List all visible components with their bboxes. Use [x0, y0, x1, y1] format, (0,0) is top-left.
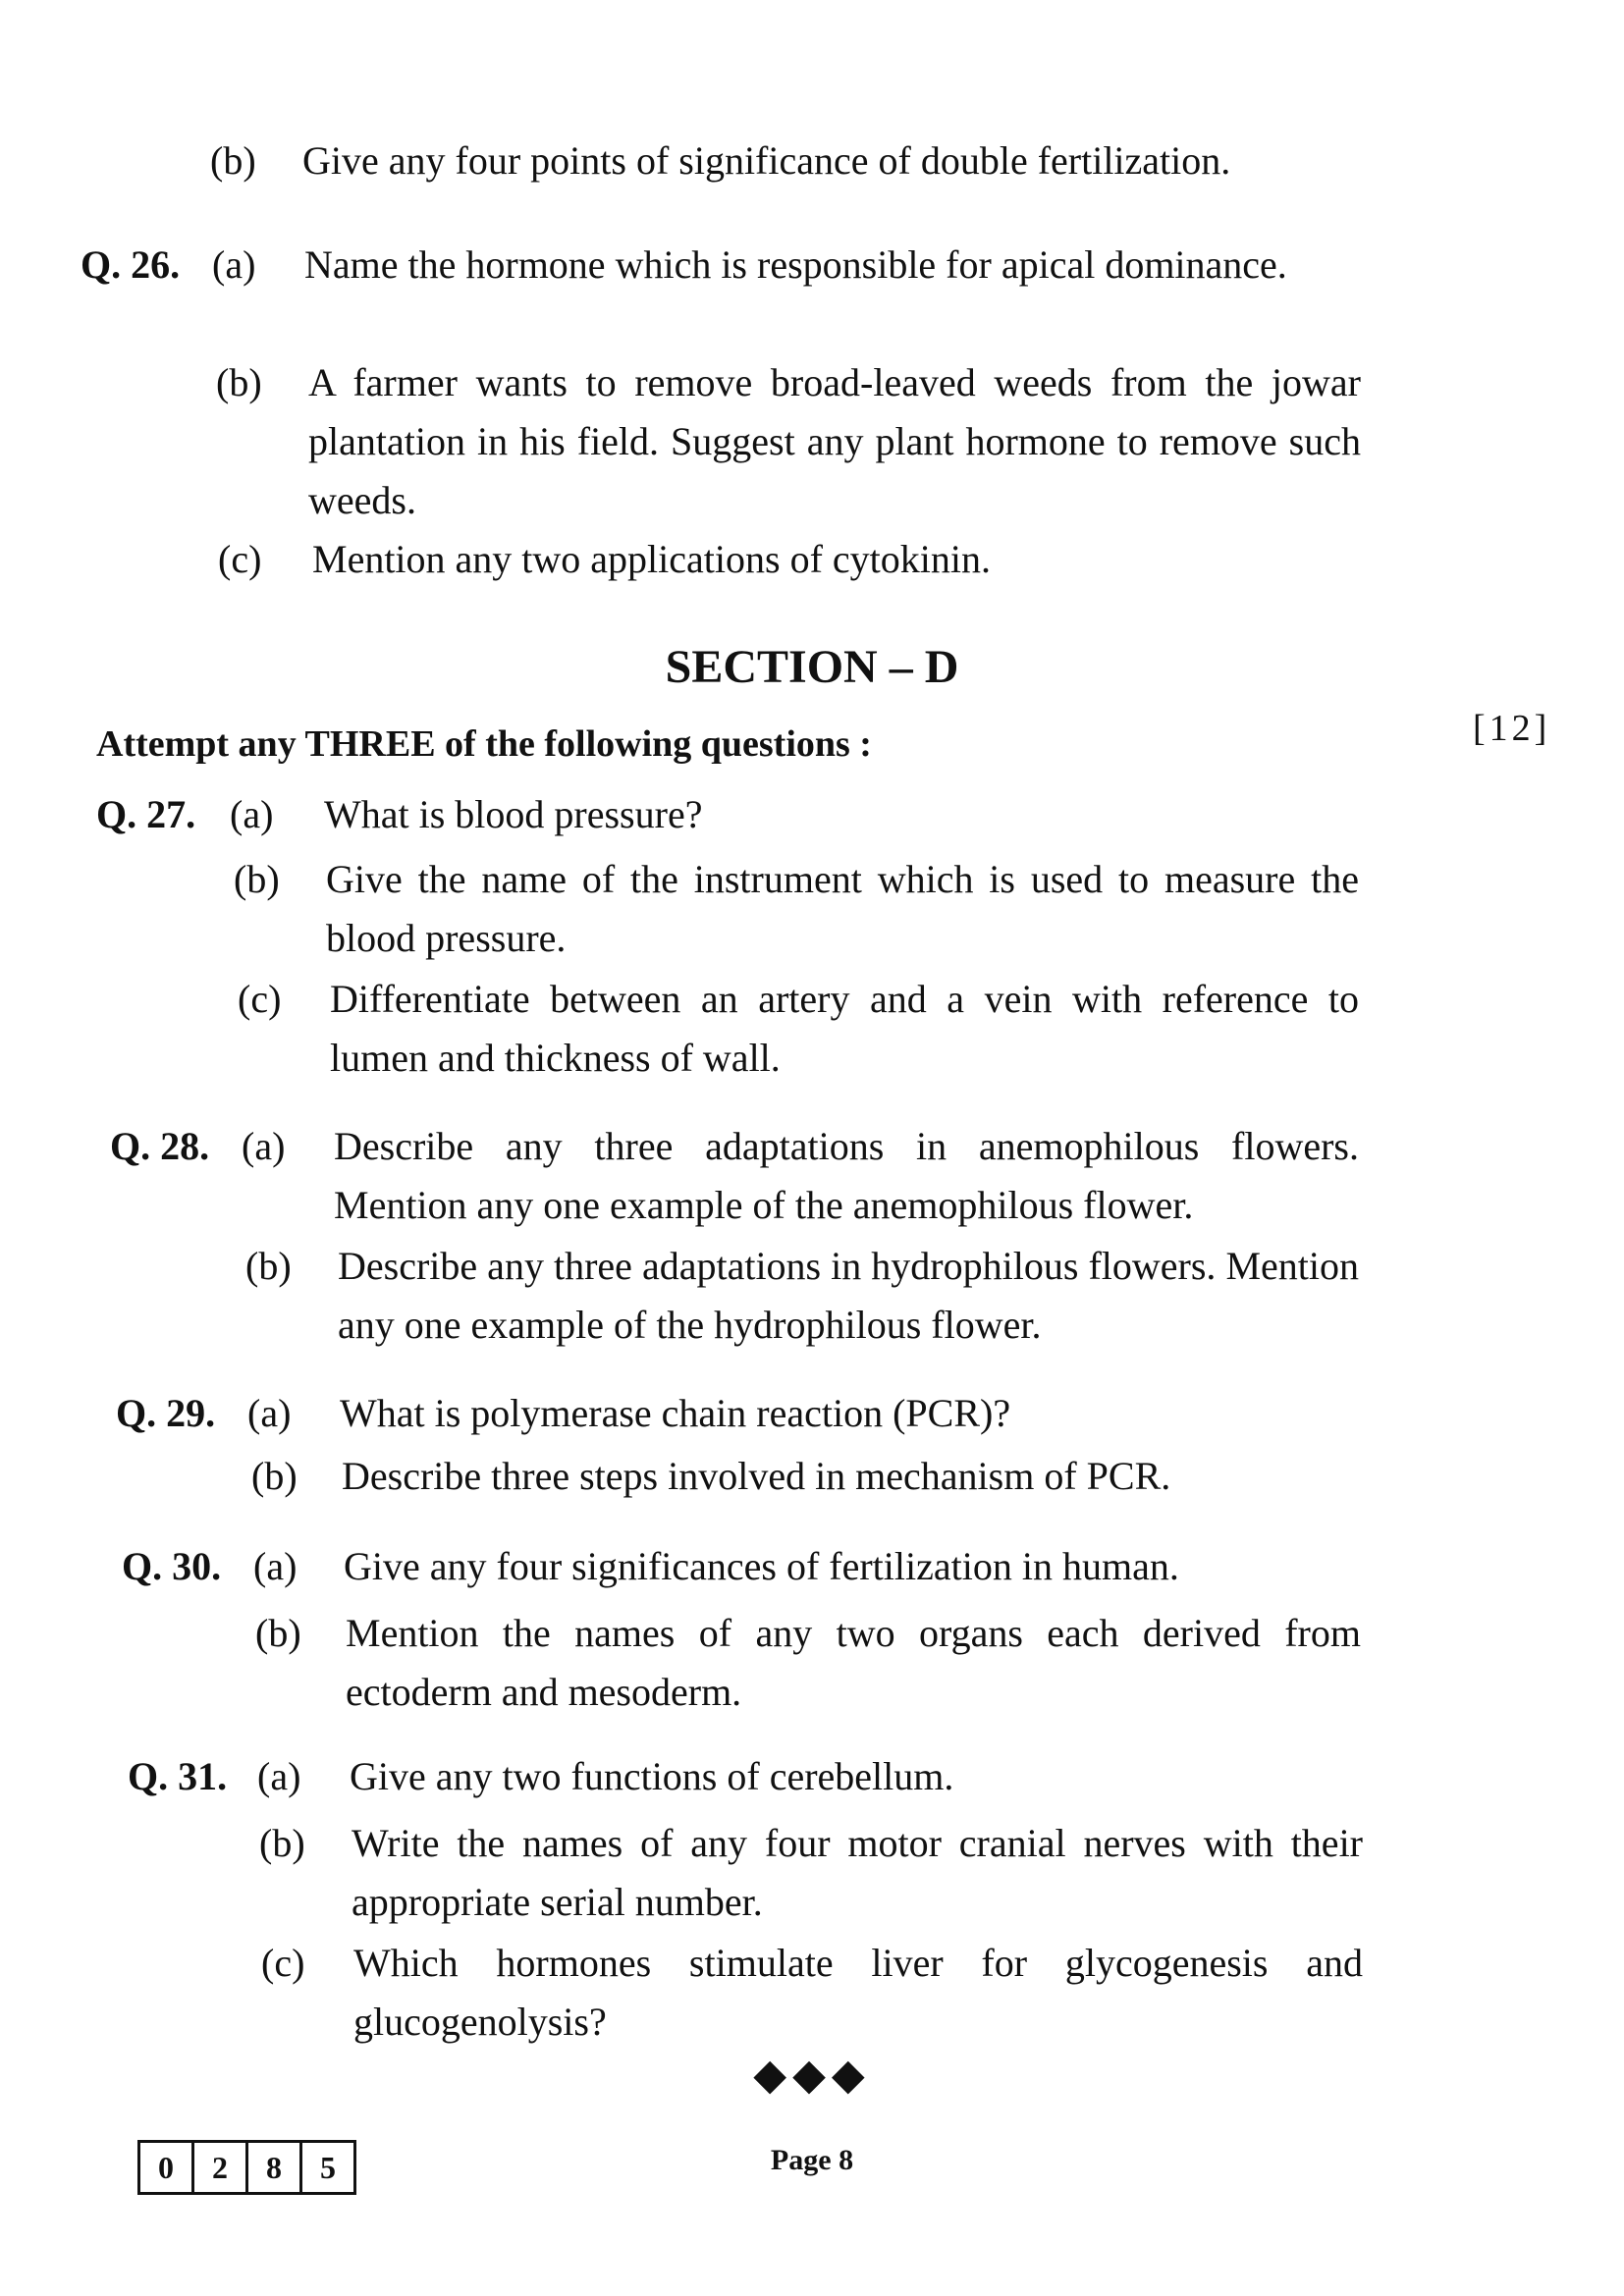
q31-part-b-text: Write the names of any four motor cranial nerves with their appropriate serial number.: [352, 1821, 1363, 1924]
end-marker: ◆◆◆: [753, 2051, 871, 2099]
q31-part-c-text: Which hormones stimulate liver for glycogenesis and glucogenolysis?: [353, 1941, 1363, 2044]
q26-part-b-label: (b): [216, 360, 262, 404]
q27-part-a-label: (a): [230, 792, 274, 836]
q27-part-b-text: Give the name of the instrument which is used to measure the blood pressure.: [326, 857, 1359, 960]
q29-part-a-label: (a): [247, 1391, 292, 1435]
q27-number: Q. 27.: [96, 792, 196, 836]
section-title: SECTION – D: [665, 641, 959, 693]
q27-part-a-text: What is blood pressure?: [324, 792, 703, 836]
q28-part-a-text: Describe any three adaptations in anemophilous flowers. Mention any one example of the anemophilous flower.: [334, 1124, 1359, 1227]
paper-code-digit: 2: [194, 2143, 248, 2192]
q27-part-c-label: (c): [238, 977, 282, 1021]
q25-part-b-label: (b): [210, 138, 256, 183]
q30-part-b-label: (b): [255, 1611, 301, 1655]
q31-part-a-label: (a): [257, 1754, 301, 1798]
q30-part-b-text: Mention the names of any two organs each derived from ectoderm and mesoderm.: [346, 1611, 1361, 1714]
q26-number: Q. 26.: [81, 242, 181, 287]
q27-part-b-label: (b): [234, 857, 280, 901]
q31-part-a-text: Give any two functions of cerebellum.: [350, 1754, 954, 1798]
q28-number: Q. 28.: [110, 1124, 210, 1168]
q29-part-a-text: What is polymerase chain reaction (PCR)?: [340, 1391, 1011, 1435]
q31-part-c-label: (c): [261, 1941, 305, 1985]
q26-part-c-text: Mention any two applications of cytokinin.: [312, 537, 991, 581]
section-instructions: Attempt any THREE of the following questions :: [96, 723, 872, 765]
q29-part-b-text: Describe three steps involved in mechanism of PCR.: [342, 1454, 1171, 1498]
q26-part-a-text: Name the hormone which is responsible for apical dominance.: [304, 242, 1287, 287]
q29-part-b-label: (b): [251, 1454, 298, 1498]
section-marks: [12]: [1473, 708, 1551, 749]
q28-part-b-label: (b): [245, 1244, 292, 1288]
q25-part-b-text: Give any four points of significance of double fertilization.: [302, 138, 1231, 183]
page-number: Page 8: [770, 2144, 854, 2176]
q26-part-c-label: (c): [218, 537, 262, 581]
paper-code-digit: 5: [320, 2149, 336, 2185]
q31-part-b-label: (b): [259, 1821, 305, 1865]
q26-part-a-label: (a): [212, 242, 256, 287]
q31-number: Q. 31.: [128, 1754, 228, 1798]
q28-part-b-text: Describe any three adaptations in hydrophilous flowers. Mention any one example of the hydrophilous flower.: [338, 1244, 1359, 1347]
q28-part-a-label: (a): [242, 1124, 286, 1168]
paper-code-digit: 8: [248, 2143, 302, 2192]
q30-part-a-label: (a): [253, 1544, 298, 1588]
paper-code-digit: 0: [140, 2143, 194, 2192]
q30-number: Q. 30.: [122, 1544, 222, 1588]
q30-part-a-text: Give any four significances of fertilization in human.: [344, 1544, 1179, 1588]
q29-number: Q. 29.: [116, 1391, 216, 1435]
q26-part-b-text: A farmer wants to remove broad-leaved weeds from the jowar plantation in his field. Suggest any plant hormone to remove such weeds.: [308, 360, 1361, 522]
q27-part-c-text: Differentiate between an artery and a vein with reference to lumen and thickness of wall.: [330, 977, 1359, 1080]
